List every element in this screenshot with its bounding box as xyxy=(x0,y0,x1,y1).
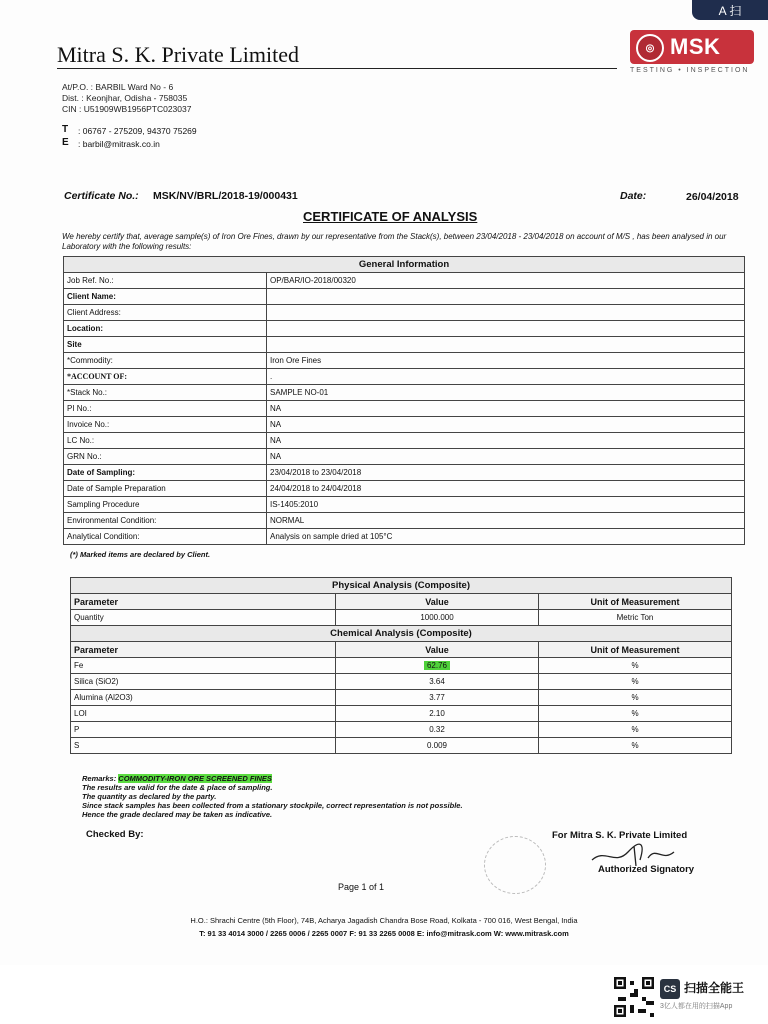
table-row: Location: xyxy=(64,321,745,337)
scanner-app-name: 扫描全能王 xyxy=(684,981,745,995)
qr-code-icon xyxy=(614,977,654,1017)
logo-text: MSK xyxy=(670,34,721,59)
table-row: P 0.32 % xyxy=(71,722,732,738)
table-row: Environmental Condition: NORMAL xyxy=(64,513,745,529)
authorized-signatory-label: Authorized Signatory xyxy=(598,864,695,875)
general-info-heading: General Information xyxy=(64,257,745,273)
declared-note: (*) Marked items are declared by Client. xyxy=(70,550,211,559)
remarks-highlight: COMMODITY-IRON ORE SCREENED FINES xyxy=(118,774,272,783)
col-unit: Unit of Measurement xyxy=(539,642,732,658)
title-rule xyxy=(57,68,617,69)
table-row: Analytical Condition: Analysis on sample dried at 105°C xyxy=(64,529,745,545)
remarks-label: Remarks: xyxy=(82,774,117,783)
table-row: Fe 62.76 % xyxy=(71,658,732,674)
phone-value: : 06767 - 275209, 94370 75269 xyxy=(78,126,197,136)
certificate-number: MSK/NV/BRL/2018-19/000431 xyxy=(153,190,298,202)
table-row: Quantity 1000.000 Metric Ton xyxy=(71,610,732,626)
page-number: Page 1 of 1 xyxy=(338,882,385,892)
camscanner-logo-icon: CS xyxy=(660,979,680,999)
general-info-table xyxy=(63,256,745,545)
email-value: : barbil@mitrask.co.in xyxy=(78,139,160,149)
physical-analysis-heading: Physical Analysis (Composite) xyxy=(71,578,732,594)
logo-tagline: TESTING • INSPECTION xyxy=(630,67,750,74)
address-line-3: CIN : U51909WB1956PTC023037 xyxy=(62,104,192,114)
remarks-block xyxy=(82,774,463,819)
col-value: Value xyxy=(336,642,539,658)
footer-address: H.O.: Shrachi Centre (5th Floor), 74B, Acharya Jagadish Chandra Bose Road, Kolkata - 700 016, West Bengal, India xyxy=(190,916,578,925)
table-row: GRN No.: NA xyxy=(64,449,745,465)
table-row: PI No.: NA xyxy=(64,401,745,417)
table-row: Site xyxy=(64,337,745,353)
table-row: Client Name: xyxy=(64,289,745,305)
corner-badge[interactable]: A 扫 xyxy=(692,0,768,20)
table-row: *ACCOUNT OF: . xyxy=(64,369,745,385)
table-row: S 0.009 % xyxy=(71,738,732,754)
company-stamp xyxy=(484,836,546,894)
certification-statement: We hereby certify that, average sample(s) of Iron Ore Fines, drawn by our representative from the Stack(s), between 23/04/2018 - 23/04/2018 on account of M/S , has been analysed in our Laboratory with the following results: xyxy=(62,232,727,251)
col-unit: Unit of Measurement xyxy=(539,594,732,610)
checked-by-label: Checked By: xyxy=(86,829,144,840)
table-row: LOI 2.10 % xyxy=(71,706,732,722)
col-parameter: Parameter xyxy=(71,594,336,610)
col-value: Value xyxy=(336,594,539,610)
remarks-line: The quantity as declared by the party. xyxy=(82,792,217,801)
table-row: Client Address: xyxy=(64,305,745,321)
table-row: Invoice No.: NA xyxy=(64,417,745,433)
highlighted-fe-value: 62.76 xyxy=(424,661,450,670)
scanner-app-tagline: 3亿人都在用的扫描App xyxy=(660,1003,733,1010)
table-row: *Stack No.: SAMPLE NO-01 xyxy=(64,385,745,401)
table-row: LC No.: NA xyxy=(64,433,745,449)
col-parameter: Parameter xyxy=(71,642,336,658)
msk-logo xyxy=(630,30,754,64)
table-row: Sampling Procedure IS-1405:2010 xyxy=(64,497,745,513)
remarks-line: Since stack samples has been collected from a stationary stockpile, correct representation is not possible. xyxy=(82,801,463,810)
for-company-label: For Mitra S. K. Private Limited xyxy=(552,830,688,841)
logo-seal-icon: ◎ xyxy=(636,34,664,62)
table-row: *Commodity: Iron Ore Fines xyxy=(64,353,745,369)
remarks-line: The results are valid for the date & place of sampling. xyxy=(82,783,273,792)
table-row: Date of Sample Preparation 24/04/2018 to 24/04/2018 xyxy=(64,481,745,497)
phone-key: T xyxy=(62,124,69,135)
table-row: Alumina (Al2O3) 3.77 % xyxy=(71,690,732,706)
date-label: Date: xyxy=(620,190,647,202)
certificate-number-label: Certificate No.: xyxy=(64,190,139,202)
table-row: Silica (SiO2) 3.64 % xyxy=(71,674,732,690)
chemical-analysis-heading: Chemical Analysis (Composite) xyxy=(71,626,732,642)
address-line-2: Dist. : Keonjhar, Odisha - 758035 xyxy=(62,93,188,103)
address-line-1: At/P.O. : BARBIL Ward No - 6 xyxy=(62,82,174,92)
company-title: Mitra S. K. Private Limited xyxy=(57,42,299,67)
email-key: E xyxy=(62,137,69,148)
table-row: Date of Sampling: 23/04/2018 to 23/04/2018 xyxy=(64,465,745,481)
analysis-table xyxy=(70,577,732,754)
date-value: 26/04/2018 xyxy=(686,191,739,203)
footer-contact: T: 91 33 4014 3000 / 2265 0006 / 2265 0007 F: 91 33 2265 0008 E: info@mitrask.com W: www.mitrask.com xyxy=(199,929,569,938)
table-row: Job Ref. No.: OP/BAR/IO-2018/00320 xyxy=(64,273,745,289)
remarks-line: Hence the grade declared may be taken as indicative. xyxy=(82,810,273,819)
document-title: CERTIFICATE OF ANALYSIS xyxy=(303,209,478,224)
